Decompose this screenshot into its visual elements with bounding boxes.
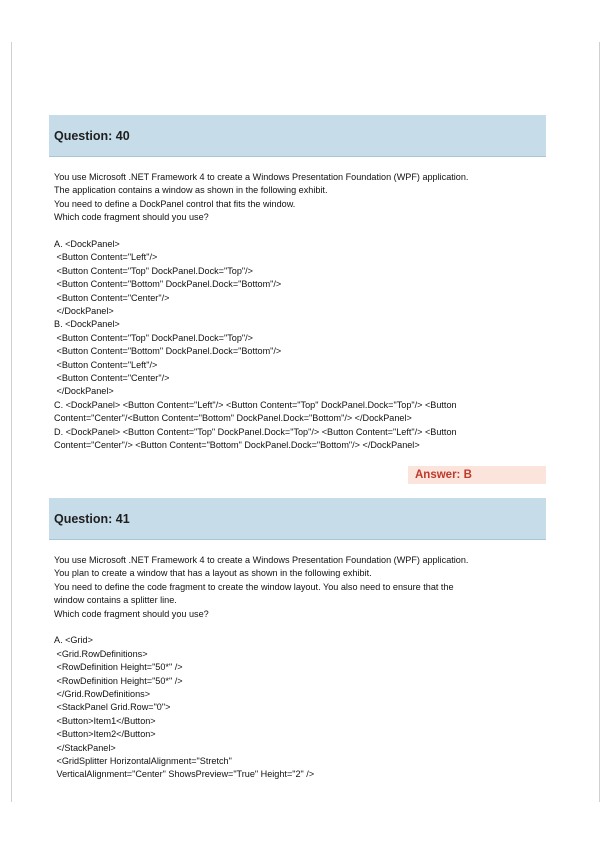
- q40-option-line: </DockPanel>: [54, 386, 114, 397]
- q41-option-line: <StackPanel Grid.Row="0">: [54, 702, 171, 713]
- q41-option-line: <RowDefinition Height="50*" />: [54, 662, 183, 673]
- q40-option-line: B. <DockPanel>: [54, 319, 120, 330]
- q40-intro-line: You need to define a DockPanel control that fits the window.: [54, 198, 296, 209]
- q40-intro-line: You use Microsoft .NET Framework 4 to create a Windows Presentation Foundation (WPF) application.: [54, 172, 469, 182]
- q40-option-line: <Button Content="Center"/>: [54, 373, 170, 384]
- answer-box: [408, 466, 546, 484]
- q40-option-line: </DockPanel>: [54, 306, 114, 317]
- q41-option-line: VerticalAlignment="Center" ShowsPreview="True" Height="2" />: [54, 769, 315, 780]
- q40-intro-line: Which code fragment should you use?: [54, 212, 209, 223]
- q40-option-line: D. <DockPanel> <Button Content="Top" DockPanel.Dock="Top"/> <Button Content="Left"/> <Button: [54, 426, 457, 437]
- q40-option-line: <Button Content="Center"/>: [54, 292, 170, 303]
- q40-option-line: <Button Content="Left"/>: [54, 359, 158, 370]
- q40-option-line: <Button Content="Bottom" DockPanel.Dock="Bottom"/>: [54, 279, 282, 290]
- q41-option-line: <Button>Item2</Button>: [54, 729, 156, 740]
- question-40-body: [54, 171, 549, 453]
- page-border-right: [599, 42, 600, 802]
- q41-option-line: <Grid.RowDefinitions>: [54, 648, 148, 659]
- page-border-left: [11, 42, 12, 802]
- q40-option-line: Content="Center"/> <Button Content="Bottom" DockPanel.Dock="Bottom"/> </DockPanel>: [54, 440, 420, 451]
- question-41-title: Question: 41: [54, 512, 130, 526]
- q41-option-line: <Button>Item1</Button>: [54, 715, 156, 726]
- question-40-header: [49, 115, 546, 157]
- answer-label: Answer: B: [415, 469, 472, 481]
- q41-option-line: <RowDefinition Height="50*" />: [54, 675, 183, 686]
- q40-option-line: <Button Content="Bottom" DockPanel.Dock="Bottom"/>: [54, 346, 282, 357]
- q40-option-line: Content="Center"/<Button Content="Bottom" DockPanel.Dock="Bottom"/> </DockPanel>: [54, 413, 412, 424]
- q40-option-line: <Button Content="Top" DockPanel.Dock="Top"/>: [54, 332, 253, 343]
- question-41-body: [54, 554, 549, 782]
- q41-option-line: </Grid.RowDefinitions>: [54, 689, 151, 700]
- q41-intro-line: window contains a splitter line.: [54, 595, 177, 606]
- q40-option-line: <Button Content="Left"/>: [54, 252, 158, 263]
- q40-option-line: C. <DockPanel> <Button Content="Left"/> <Button Content="Top" DockPanel.Dock="Top"/> <Button: [54, 399, 457, 410]
- q41-intro-line: You need to define the code fragment to create the window layout. You also need to ensure that the: [54, 581, 454, 592]
- q40-option-line: A. <DockPanel>: [54, 239, 120, 250]
- question-40-title: Question: 40: [54, 129, 130, 143]
- q40-intro-line: The application contains a window as shown in the following exhibit.: [54, 185, 328, 196]
- q41-intro-line: Which code fragment should you use?: [54, 608, 209, 619]
- q41-intro-line: You plan to create a window that has a layout as shown in the following exhibit.: [54, 568, 372, 579]
- q41-intro-line: You use Microsoft .NET Framework 4 to create a Windows Presentation Foundation (WPF) application.: [54, 555, 469, 565]
- q41-option-line: </StackPanel>: [54, 742, 116, 753]
- q40-option-line: <Button Content="Top" DockPanel.Dock="Top"/>: [54, 265, 253, 276]
- q41-option-line: A. <Grid>: [54, 635, 93, 646]
- q41-option-line: <GridSplitter HorizontalAlignment="Stretch": [54, 756, 232, 767]
- question-41-header: [49, 498, 546, 540]
